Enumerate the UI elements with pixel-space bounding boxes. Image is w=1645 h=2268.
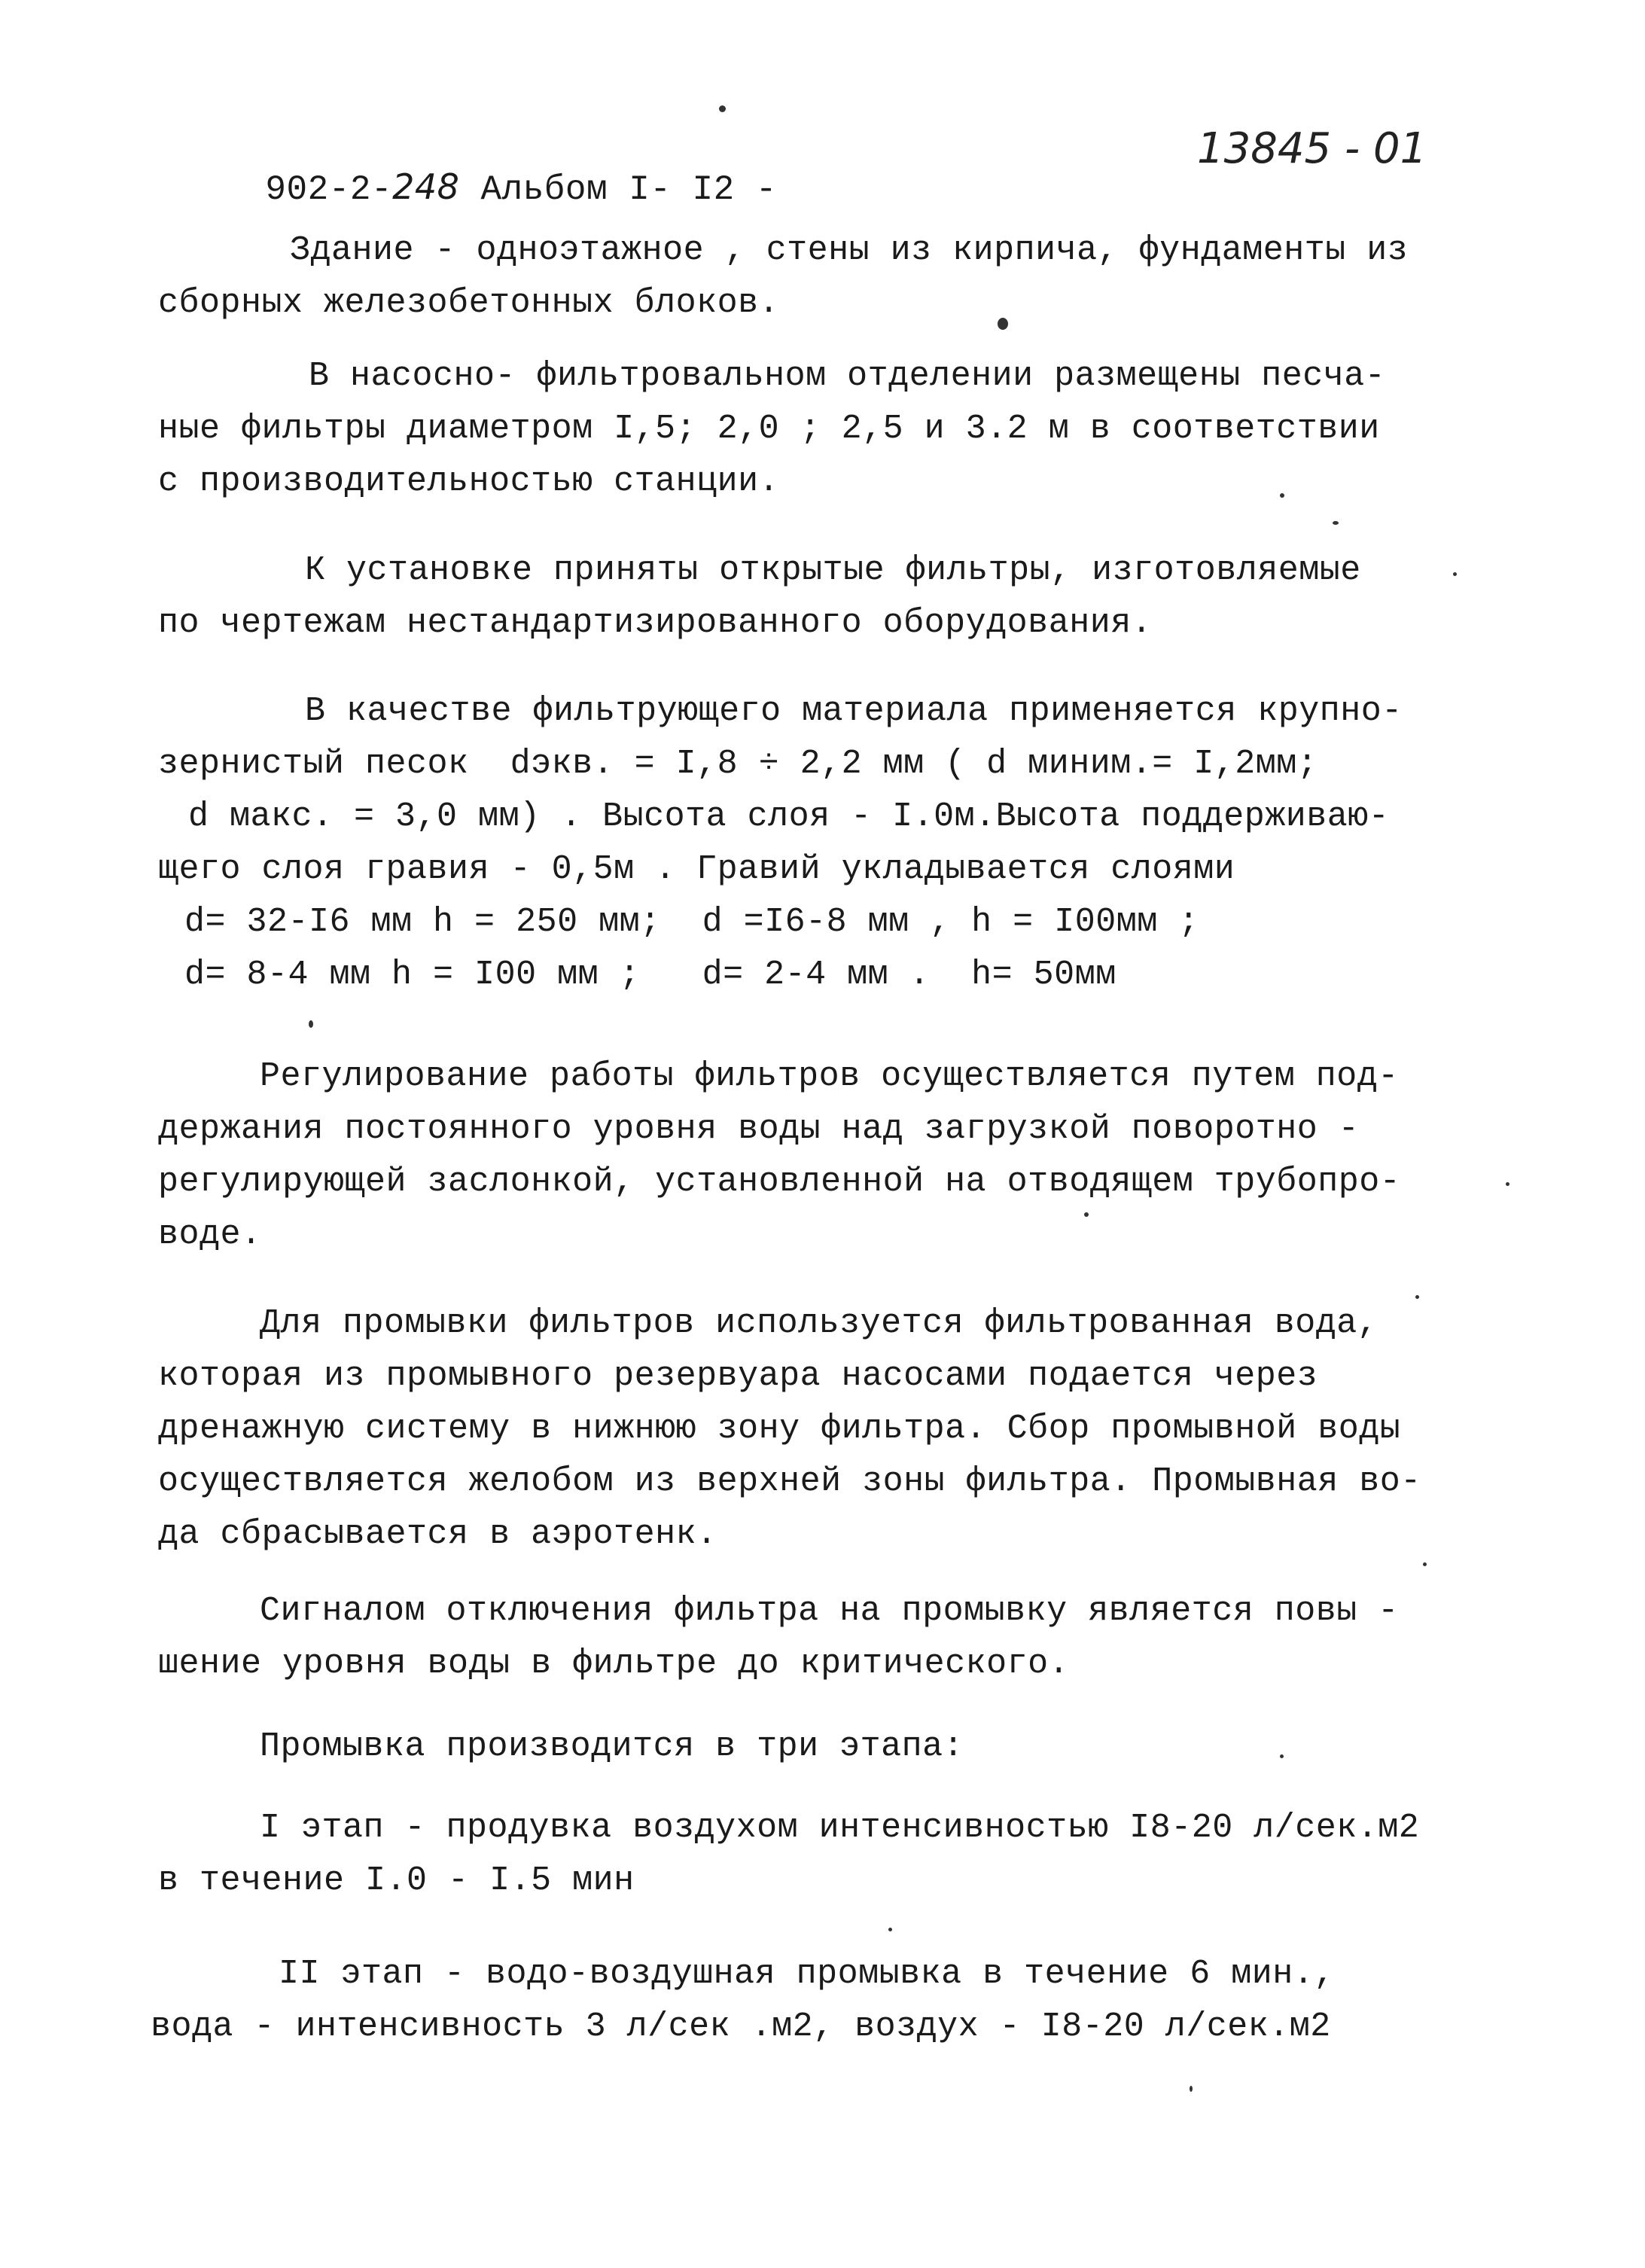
scan-speck — [1084, 1212, 1089, 1217]
text-line: В насосно- фильтровальном отделении размещены песча- — [309, 357, 1386, 395]
text-line: воде. — [158, 1215, 262, 1254]
text-line: регулирующей заслонкой, установленной на отводящем трубопро- — [158, 1163, 1401, 1201]
scan-speck — [1423, 1562, 1427, 1566]
text-line: держания постоянного уровня воды над загрузкой поворотно - — [158, 1110, 1360, 1148]
text-line: дренажную систему в нижнюю зону фильтра. Сбор промывной воды — [158, 1410, 1401, 1448]
text-line: В качестве фильтрующего материала применяется крупно- — [305, 692, 1403, 730]
scan-speck — [719, 105, 726, 112]
scan-speck — [1333, 521, 1339, 525]
text-line: ные фильтры диаметром I,5; 2,0 ; 2,5 и 3.2 м в соответствии — [158, 410, 1380, 448]
scan-speck — [998, 318, 1008, 330]
scan-speck — [309, 1020, 313, 1028]
text-line: Для промывки фильтров используется фильтрованная вода, — [260, 1304, 1378, 1343]
album-suffix: Альбом I- I2 - — [459, 170, 777, 209]
text-line: да сбрасывается в аэротенк. — [158, 1515, 717, 1553]
album-prefix: 902-2- — [265, 170, 393, 209]
scan-speck — [1280, 1754, 1284, 1758]
text-line: сборных железобетонных блоков. — [158, 284, 780, 322]
text-line: d= 32-I6 мм h = 250 мм; d =I6-8 мм , h = I00мм ; — [184, 903, 1199, 941]
text-line: Промывка производится в три этапа: — [260, 1727, 964, 1766]
text-line: К установке приняты открытые фильтры, изготовляемые — [305, 551, 1361, 590]
text-line: d= 8-4 мм h = I00 мм ; d= 2-4 мм . h= 50мм — [184, 956, 1116, 994]
text-line: Регулирование работы фильтров осуществляется путем под- — [260, 1057, 1399, 1096]
scan-speck — [1190, 2086, 1193, 2092]
scan-speck — [1453, 572, 1457, 576]
text-line: вода - интенсивность 3 л/сек .м2, воздух - I8-20 л/сек.м2 — [151, 2007, 1331, 2046]
scan-speck — [1280, 493, 1284, 498]
text-line: осуществляется желобом из верхней зоны фильтра. Промывная во- — [158, 1462, 1421, 1501]
text-line: II этап - водо-воздушная промывка в течение 6 мин., — [279, 1955, 1335, 1993]
scan-speck — [888, 1928, 892, 1931]
text-line: по чертежам нестандартизированного оборудования. — [158, 604, 1153, 642]
text-line: с производительностью станции. — [158, 462, 780, 501]
text-line: зернистый песок dэкв. = I,8 ÷ 2,2 мм ( d миним.= I,2мм; — [158, 745, 1318, 783]
text-line: Здание - одноэтажное , стены из кирпича, фундаменты из — [290, 231, 1409, 270]
text-line: щего слоя гравия - 0,5м . Гравий укладывается слоями — [158, 850, 1235, 889]
text-line: Сигналом отключения фильтра на промывку является повы - — [260, 1592, 1399, 1630]
album-number: 248 — [392, 166, 460, 207]
text-line: I этап - продувка воздухом интенсивностью I8-20 л/сек.м2 — [260, 1809, 1420, 1847]
scan-speck — [1506, 1182, 1509, 1186]
sheet-id: 13845 - 01 — [1197, 124, 1427, 173]
scan-speck — [1415, 1295, 1419, 1299]
text-line: которая из промывного резервуара насосами подается через — [158, 1357, 1318, 1395]
text-line: d макс. = 3,0 мм) . Высота слоя - I.0м.Высота поддерживаю- — [188, 797, 1390, 836]
text-line: шение уровня воды в фильтре до критического. — [158, 1645, 1070, 1683]
text-line: в течение I.0 - I.5 мин — [158, 1861, 635, 1900]
